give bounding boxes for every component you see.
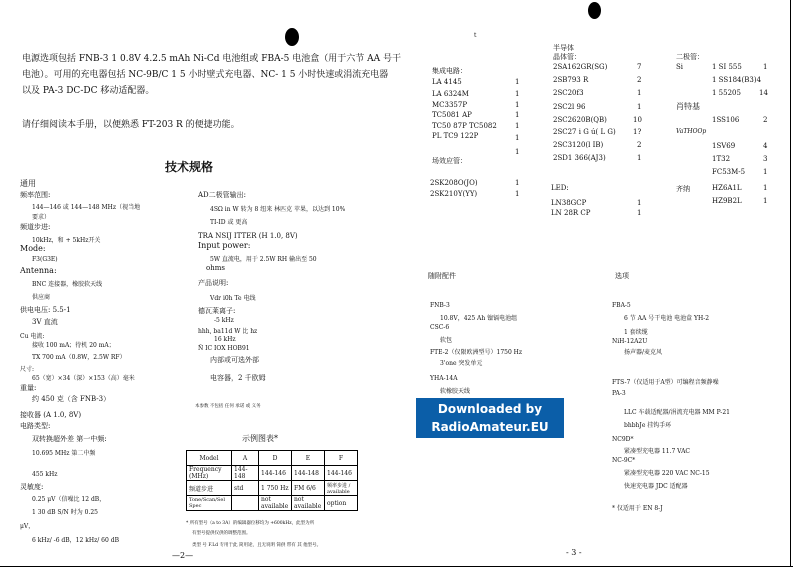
list-item: HZ6A1L xyxy=(712,184,742,192)
list-item-qty: 1 xyxy=(515,122,520,130)
spec-line: 电容器，2 千欧姆 xyxy=(210,374,266,382)
spec-line: TI-ID 或 更高 xyxy=(210,219,248,226)
bottom-rule xyxy=(0,566,793,567)
list-item: 紧凑型充电器 11.7 VAC xyxy=(624,448,691,455)
list-item: TC5081 AP xyxy=(432,111,472,119)
table-cell: Tone/Scan/Sel Spec xyxy=(187,496,232,511)
table-cell: option xyxy=(325,496,358,511)
list-item-qty: 1 xyxy=(515,148,520,156)
list-item-qty: 1 xyxy=(763,197,768,205)
banner-line: Downloaded by xyxy=(437,402,543,416)
list-item: LN38GCP xyxy=(551,199,587,207)
intro-line: 电源选项包括 FNB-3 1 0.8V 4.2.5 mAh Ni-Cd 电池组或 FBA-5 电池盒（用于六节 AA 号干 xyxy=(22,54,401,64)
diode-label: 二极管： xyxy=(676,53,704,61)
spec-line: AD二极管输出: xyxy=(198,191,247,199)
spec-line: 6 kHz/ -6 dB，12 kHz/ 60 dB xyxy=(32,537,119,544)
spec-line: μV， xyxy=(20,523,35,530)
list-item-qty: 7 xyxy=(637,63,642,71)
list-item: FC53M-5 xyxy=(712,168,746,176)
spec-line: 4SΩ in W 转为 8 纽来 林匹克 苹果，以达到 10% xyxy=(210,206,346,213)
spec-line: 144—146 或 144—148 MHz（视当地 xyxy=(32,204,141,211)
table-cell: not available xyxy=(259,496,292,511)
list-item: 2SB793 R xyxy=(553,76,589,84)
spec-line: TRA NSIJ ITTER (H 1.0, 8V) xyxy=(198,232,298,240)
list-item: FBA-5 xyxy=(612,302,631,309)
list-item-qty: 1 xyxy=(637,199,642,207)
banner-line: RadioAmateur.EU xyxy=(431,420,549,434)
spec-line: 灵敏度: xyxy=(20,483,44,491)
spec-line: 接收器 (A 1.0, 8V) xyxy=(20,411,82,419)
list-item: PL TC9 122P xyxy=(432,132,479,140)
list-item-qty: 1 xyxy=(515,101,520,109)
accessories-label: 随附配件 xyxy=(428,272,456,280)
list-item: 1 SI 555 xyxy=(712,63,742,71)
list-item: 1SS106 xyxy=(712,116,740,124)
list-item-qty: 1 xyxy=(763,63,768,71)
list-item: 扬声器/麦克风 xyxy=(624,349,663,356)
list-item: 10.8V，425 Ah 镍镉电池组 xyxy=(440,315,518,322)
intro-line: 以及 PA-3 DC-DC 移动适配器。 xyxy=(22,86,155,96)
spec-line: 电路类型: xyxy=(20,422,51,430)
spec-line: 德瓦莱离子: xyxy=(198,307,236,315)
footnote: * 所有型号（a to 3A）的编辑器位移均为 +600kHz，此型为所 xyxy=(186,521,315,526)
list-item: 2SC2620B(QB) xyxy=(553,116,607,124)
list-item-qty: 2 xyxy=(763,116,768,124)
semiconductor-label: 半导体 xyxy=(553,44,574,52)
spec-line: Vdr i0h Te 电线 xyxy=(210,295,256,302)
list-item: FTE-2（仅限欧洲型号）1750 Hz xyxy=(430,349,523,356)
page-number-right: - 3 - xyxy=(566,548,582,557)
table-cell: std xyxy=(232,481,259,496)
spec-line: 频道步进: xyxy=(20,223,51,231)
transistor-label: 晶体管： xyxy=(553,53,581,61)
spec-line: 重量: xyxy=(20,384,37,392)
spec-line: TX 700 mA（0.8W，2.5W RF） xyxy=(32,354,126,361)
table-cell: Frequency (MHz) xyxy=(187,466,232,481)
spec-line: hhh, ba11d W 比 hz xyxy=(198,328,258,335)
spec-line: 455 kHz xyxy=(32,471,58,478)
spec-line: 16 kHz xyxy=(214,336,236,343)
list-item-qty: 1 xyxy=(515,179,520,187)
table-cell: not available xyxy=(292,496,325,511)
list-item-qty: 1 xyxy=(515,190,520,198)
chart-title: 示例图表* xyxy=(242,434,278,443)
list-item: 1 55205 xyxy=(712,89,741,97)
table-cell: 144-148 xyxy=(292,466,325,481)
list-item: 2SA162GR(SG) xyxy=(553,63,608,71)
table-cell: 频道步进 xyxy=(187,481,232,496)
schottky-label: 肖特基 xyxy=(676,102,700,111)
list-item: 2SC20f3 xyxy=(553,89,584,97)
list-item: PA-3 xyxy=(612,390,626,397)
list-item: LA 6324M xyxy=(432,90,469,98)
list-item: 6 节 AA 号干电池 电池盒 YH-2 xyxy=(624,315,710,322)
list-item-qty: 1 xyxy=(515,78,520,86)
list-item: NC-9C* xyxy=(612,457,636,464)
spec-line: 供应商 xyxy=(32,294,51,301)
list-item: 2SC2l 96 xyxy=(553,103,586,111)
footnote: 有型号提供仅供的调整范围。 xyxy=(192,531,251,536)
spec-line: BNC 连接器，橡胶软天线 xyxy=(32,281,103,288)
list-item-qty: 10 xyxy=(633,116,642,124)
si-label: Si xyxy=(676,63,684,71)
spec-line: F3(G3E) xyxy=(32,256,58,263)
list-item: YHA-14A xyxy=(430,375,458,382)
varactor-label: VaTHOOp xyxy=(676,128,707,135)
list-item: 紧凑型充电器 220 VAC NC-15 xyxy=(624,470,710,477)
disclaimer-note: 本参数 不包括 任何 承诺 或 义务 xyxy=(195,404,261,409)
spec-line: 尺寸: xyxy=(20,366,35,373)
spec-line: 10kHz，和 + 5kHz开关 xyxy=(32,237,101,244)
table-cell xyxy=(232,496,259,511)
list-item-qty: 2 xyxy=(637,141,642,149)
spec-line: 频率范围: xyxy=(20,191,51,199)
list-item-qty: 1 xyxy=(637,103,642,111)
intro-line: 电池）。可用的充电器包括 NC-9B/C 1 5 小时壁式充电器、NC- 1 5 小时快速或涓流充电器 xyxy=(22,70,389,80)
footnote: 类型 号 F.Ld 专用于此 简用途，且无说明 简供 带有 其 他型号。 xyxy=(192,543,322,548)
spec-line: 双转换超外差 第一中频: xyxy=(32,435,107,443)
list-item: FNB-3 xyxy=(430,302,450,309)
read-manual-note: 请仔细阅读本手册，以便熟悉 FT-203 R 的便捷功能。 xyxy=(22,120,240,130)
spec-line: Ñ IC IOX HOB91 xyxy=(198,345,250,352)
spec-line: Antenna: xyxy=(20,266,57,275)
punch-hole-right xyxy=(588,2,601,19)
list-item: 2SD1 366(AJ3) xyxy=(553,154,606,162)
list-item: 快速充电器 JDC 适配器 xyxy=(624,483,688,490)
led-label: LED: xyxy=(551,184,569,192)
list-item: 1 套续缆 xyxy=(624,329,648,336)
list-item: NiH-12A2U xyxy=(612,338,648,345)
table-cell: 144-148 xyxy=(232,466,259,481)
list-item-qty: 2 xyxy=(637,76,642,84)
list-item: HZ9B2L xyxy=(712,197,742,205)
list-item: LA 4145 xyxy=(432,78,462,86)
spec-title: 技术规格 xyxy=(165,160,214,174)
list-item-qty: 1 xyxy=(515,90,520,98)
list-item-qty: 3 xyxy=(763,155,768,163)
list-item-qty: 1? xyxy=(633,128,642,136)
spec-line: -5 kHz xyxy=(214,317,234,324)
spec-line: 3V 直流 xyxy=(32,318,58,326)
list-item: 软橡胶天线 xyxy=(440,388,471,395)
spec-line: Cu 电流: xyxy=(20,333,45,340)
right-edge xyxy=(790,0,791,566)
table-row xyxy=(187,451,358,466)
spec-line: 10.695 MHz 第二中频 xyxy=(32,450,96,457)
list-item: MC3357P xyxy=(432,101,468,109)
table-row xyxy=(187,481,358,496)
list-item: 1SV69 xyxy=(712,142,736,150)
spec-line: 5W 直流电，用于 2.5W RH 输出至 50 xyxy=(210,256,317,263)
ic-label: 集成电路： xyxy=(432,67,467,75)
download-banner[interactable] xyxy=(416,398,564,438)
zener-label: 齐纳 xyxy=(676,185,690,193)
list-item: 软包 xyxy=(440,337,453,344)
options-label: 选项 xyxy=(615,272,629,280)
general-heading: 通用 xyxy=(20,179,36,188)
list-item: 2SK208O(JO) xyxy=(430,179,478,187)
model-table xyxy=(186,450,358,511)
list-item: FTS-7（仅适用于A型）可编程音频静噪 xyxy=(612,379,719,386)
table-cell: 144-146 xyxy=(325,466,358,481)
list-item: 1T32 xyxy=(712,155,731,163)
list-item-qty: 1 xyxy=(637,209,642,217)
spec-line: 0.25 μV（信噪比 12 dB， xyxy=(32,496,106,503)
spec-line: 要求） xyxy=(32,214,51,221)
list-item: 2SK210Y(YY) xyxy=(430,190,478,198)
list-item-qty: 1 xyxy=(637,154,642,162)
spec-line: 供电电压: 5.5-1 xyxy=(20,306,71,314)
table-header: E xyxy=(292,451,325,466)
list-item: LN 28R CP xyxy=(551,209,591,217)
table-header: D xyxy=(259,451,292,466)
table-row xyxy=(187,496,358,511)
list-item-qty: 1 xyxy=(763,168,768,176)
list-item-qty: 1 xyxy=(515,134,520,142)
top-mark: t xyxy=(474,32,477,39)
table-cell: FM 6/6 xyxy=(292,481,325,496)
list-item: NC9D* xyxy=(612,436,634,443)
list-item-qty: 1 xyxy=(763,184,768,192)
list-item: CSC-6 xyxy=(430,324,450,331)
table-cell: 频率步进 / available xyxy=(325,481,358,496)
list-item-qty: 1 xyxy=(515,111,520,119)
list-item: * 仅适用于 EN 8-J xyxy=(612,505,663,512)
page-number-left: —2— xyxy=(172,551,194,560)
spec-line: Input power: xyxy=(198,241,251,250)
list-item-qty: 14 xyxy=(759,89,768,97)
table-cell: 1 750 Hz xyxy=(259,481,292,496)
fet-label: 场效应管： xyxy=(432,157,467,165)
list-item: 2SC27 i G ú( L G) xyxy=(553,128,616,136)
list-item-qty: 4 xyxy=(763,142,768,150)
list-item: LLC 车载适配器/涓流充电器 MM P-21 xyxy=(624,409,730,416)
spec-line: 内部或可选外部 xyxy=(210,356,259,364)
punch-hole-left xyxy=(285,28,299,46)
list-item: bhbhJe 挂钩手环 xyxy=(624,422,672,429)
spec-line: Mode: xyxy=(20,244,46,253)
spec-line: 65（宽）×34（深）×153（高）毫米 xyxy=(32,375,135,382)
list-item: 2SC3120(l IB) xyxy=(553,141,604,149)
list-item: 1 SS184(B3)4 xyxy=(712,76,762,84)
list-item: 3'one 突发单元 xyxy=(440,360,483,367)
spec-line: 接收 100 mA；待机 20 mA； xyxy=(32,342,115,349)
table-header: Model xyxy=(187,451,232,466)
table-row xyxy=(187,466,358,481)
table-header: F xyxy=(325,451,358,466)
table-header: A xyxy=(232,451,259,466)
table-cell: 144-146 xyxy=(259,466,292,481)
spec-line: 1 30 dB S/N 时为 0.25 xyxy=(32,509,98,516)
spec-line: 约 450 克（含 FNB-3） xyxy=(32,395,111,403)
spec-line: ohms xyxy=(206,264,225,272)
spec-line: 产品说明: xyxy=(198,279,229,287)
list-item-qty: 1 xyxy=(637,89,642,97)
list-item: TC50 87P TC5082 xyxy=(432,122,497,130)
